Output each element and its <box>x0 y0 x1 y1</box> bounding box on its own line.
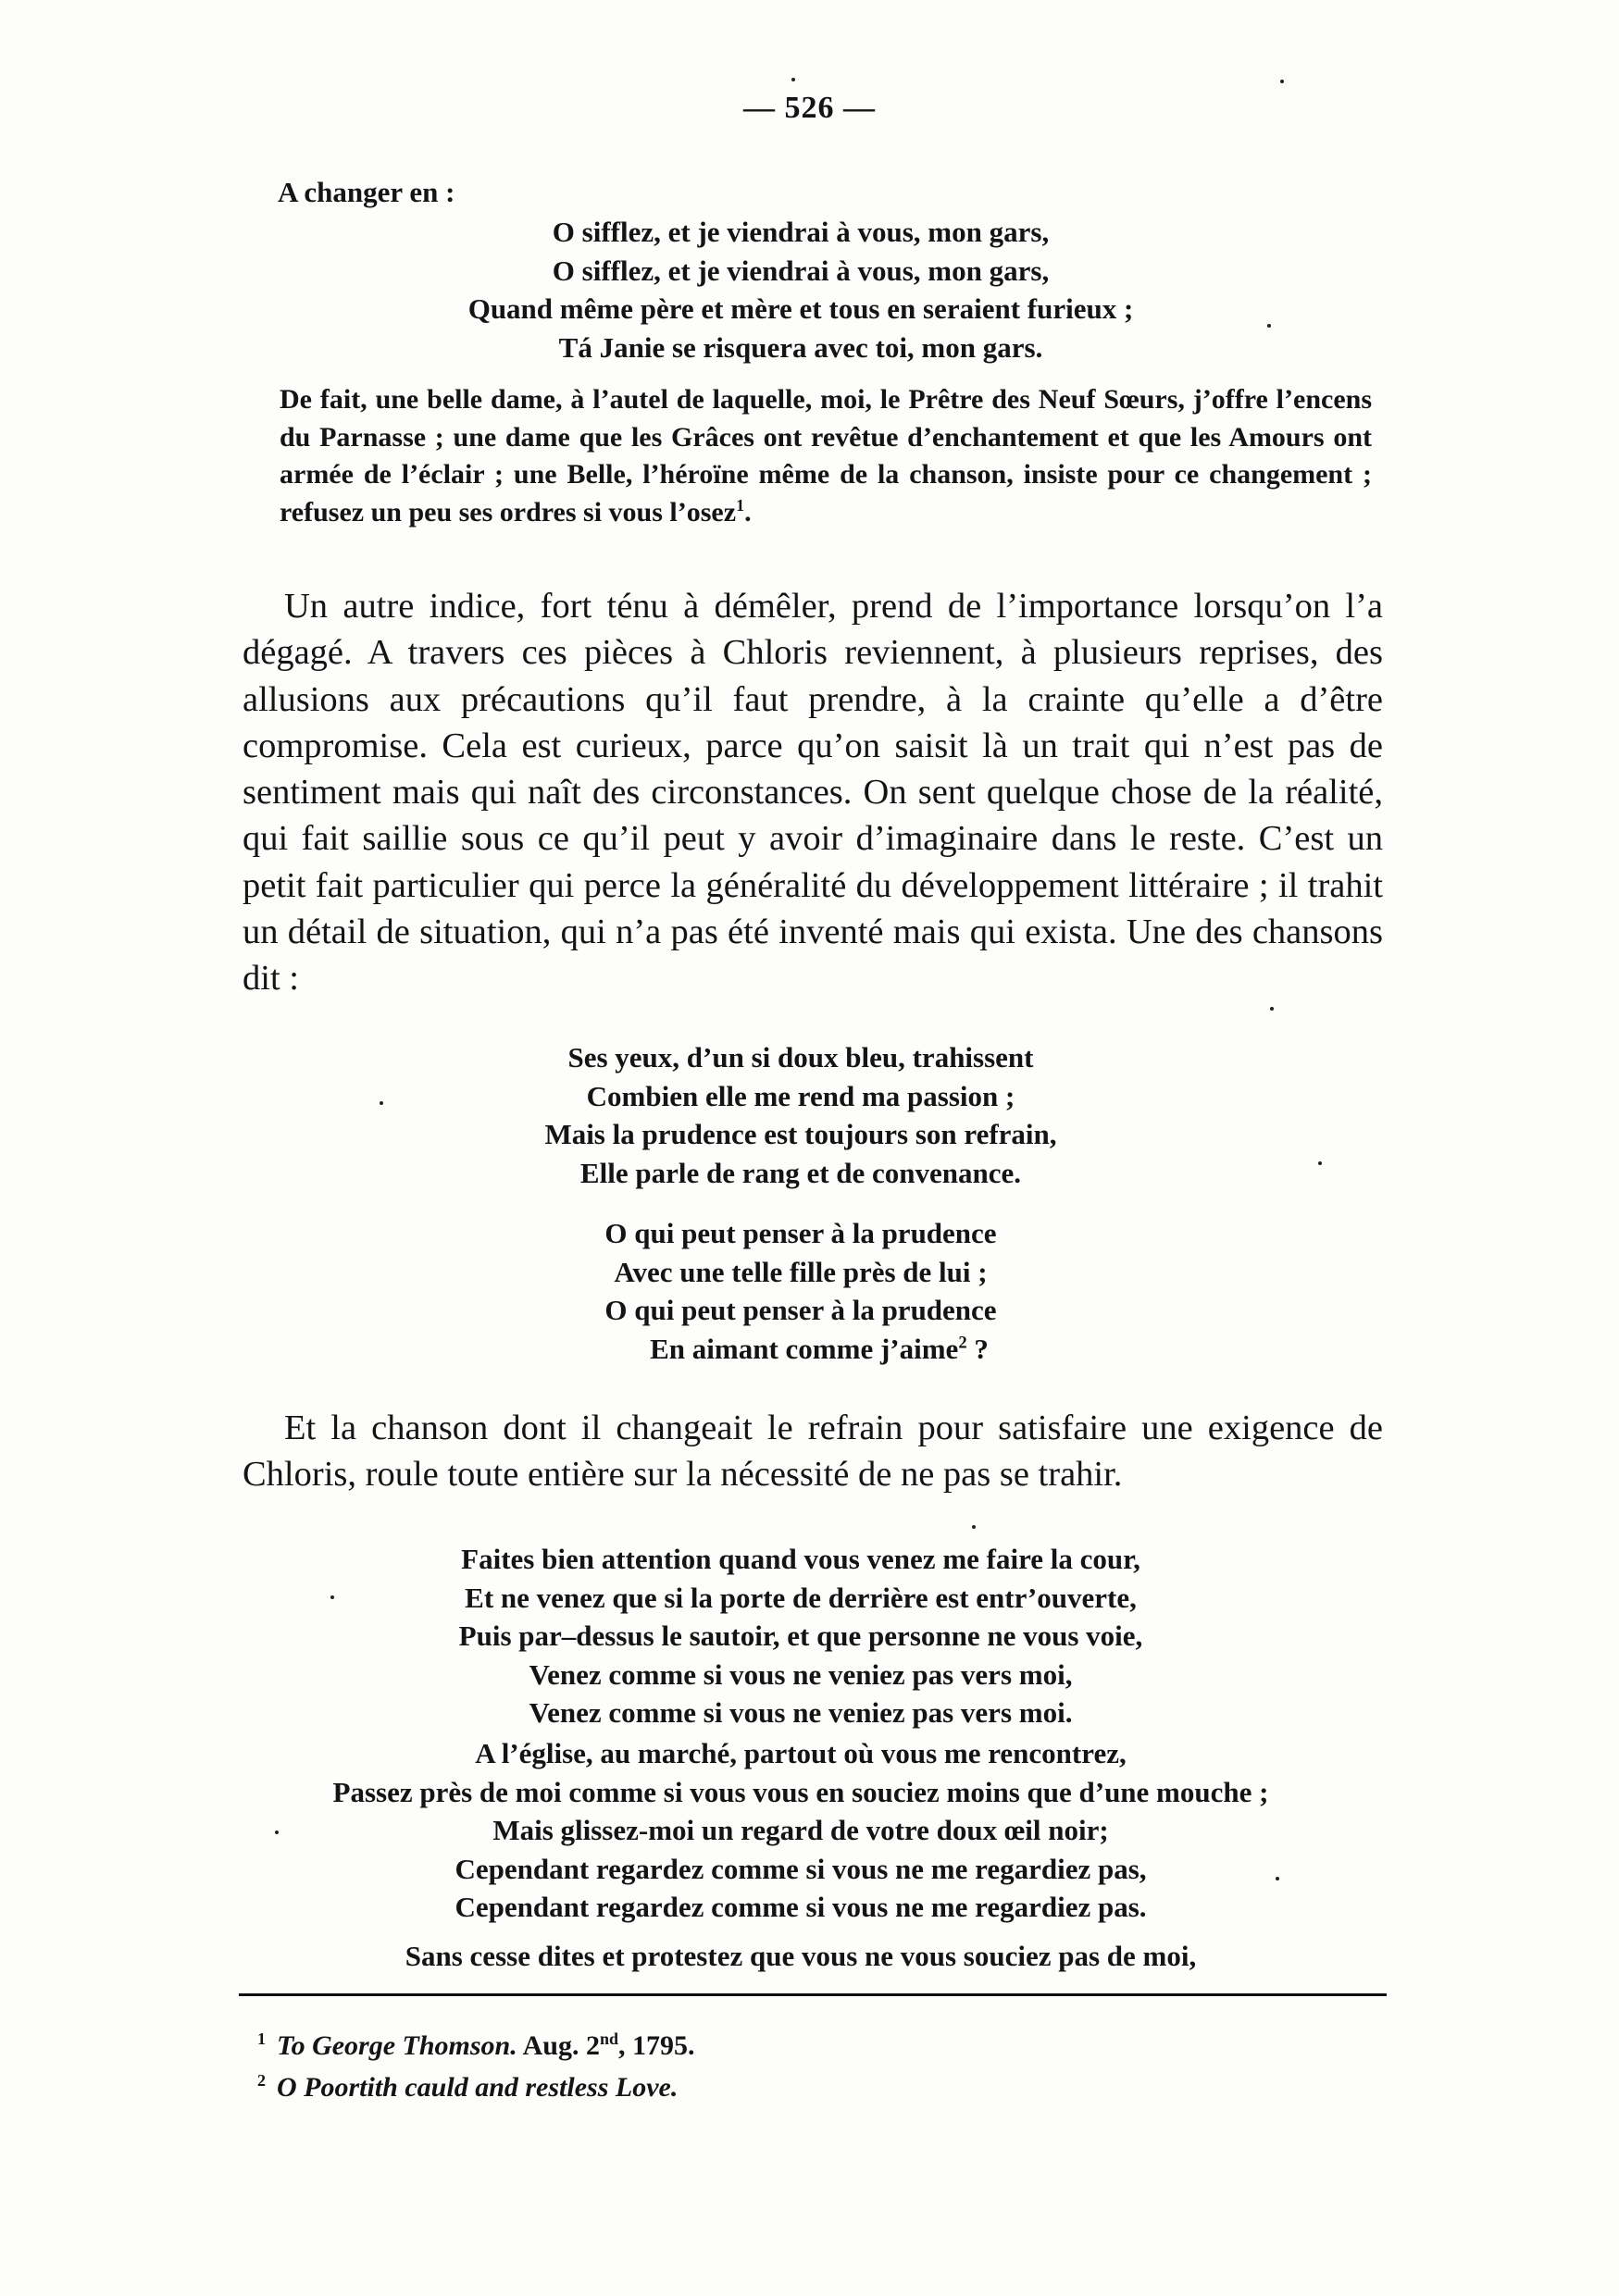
verse-line: Combien elle me rend ma passion ; <box>586 1079 1015 1112</box>
footnote-title: To George Thomson. <box>277 2030 517 2061</box>
page-number: — 526 — <box>743 91 876 125</box>
print-speck <box>1270 1007 1274 1011</box>
print-speck <box>380 1101 383 1105</box>
print-speck <box>972 1525 976 1529</box>
verse-line: Mais glissez-moi un regard de votre doux œil noir; <box>492 1814 1109 1846</box>
verse-line: Venez comme si vous ne veniez pas vers moi, <box>529 1657 1073 1691</box>
verse-line: O sifflez, et je viendrai à vous, mon gars, <box>552 254 1050 287</box>
small-paragraph-text: De fait, une belle dame, à l’autel de laquelle, moi, le Prêtre des Neuf Sœurs, j’offre l’encens du Parnasse ; une dame que les Grâces ont revêtue d’enchantement et que les Amours ont armée de l’éclair ; une Belle, l’héroïne même de la chanson, insiste pour ce changement ; refusez un peu ses ordres si vous l’osez <box>280 384 1372 527</box>
stanza-3 <box>231 1214 1370 1368</box>
footnote-date: Aug. 2 <box>517 2030 600 2061</box>
verse-line-end: ? <box>966 1332 989 1365</box>
small-paragraph-end: . <box>744 496 752 527</box>
verse-line: Passez près de moi comme si vous vous en souciez moins que d’une mouche ; <box>332 1775 1269 1808</box>
verse-line: Venez comme si vous ne veniez pas vers moi. <box>529 1696 1073 1729</box>
verse-line: Et ne venez que si la porte de derrière est entr’ouverte, <box>465 1581 1137 1614</box>
verse-line: Ses yeux, d’un si doux bleu, trahissent <box>567 1041 1034 1074</box>
verse-line: Mais la prudence est toujours son refrain, <box>544 1118 1057 1150</box>
paragraph-1 <box>243 583 1383 1002</box>
verse-line: Cependant regardez comme si vous ne me regardiez pas. <box>455 1891 1147 1923</box>
verse-line-text: En aimant comme j’aime <box>650 1332 959 1365</box>
verse-line: Puis par–dessus le sautoir, et que personne ne vous voie, <box>458 1620 1143 1652</box>
stanza-5 <box>231 1734 1370 1927</box>
print-speck <box>1267 324 1271 328</box>
paragraph-text: Un autre indice, fort ténu à démêler, prend de l’importance lorsqu’on l’a dégagé. A travers ces pièces à Chloris reviennent, à plusieurs reprises, des allusions aux précautions qu’il faut prendre, à la crainte qu’elle a d’être compromise. Cela est curieux, parce qu’on saisit là un trait qui n’est pas de sentiment mais qui naît des circonstances. On sent quelque chose de la réalité, qui fait saillie sous ce qu’il peut y avoir d’imaginaire dans le reste. C’est un petit fait particulier qui perce la généralité du développement littéraire ; il trahit un détail de situation, qui n’a pas été inventé mais qui exista. Une des chansons dit : <box>243 587 1383 999</box>
verse-line: A l’église, au marché, partout où vous me rencontrez, <box>475 1737 1127 1769</box>
verse-line: Quand même père et mère et tous en seraient furieux ; <box>467 292 1134 325</box>
print-speck <box>330 1595 334 1599</box>
verse-line: Faites bien attention quand vous venez me faire la cour, <box>461 1543 1140 1575</box>
verse-line: O sifflez, et je viendrai à vous, mon gars, <box>552 216 1050 248</box>
verse-line: O qui peut penser à la prudence <box>604 1294 997 1326</box>
footnote-ref-2: 2 <box>958 1333 967 1353</box>
small-paragraph <box>280 381 1372 531</box>
paragraph-2 <box>243 1405 1383 1498</box>
verse-line: Sans cesse dites et protestez que vous ne vous souciez pas de moi, <box>405 1940 1197 1972</box>
footnote-rule <box>239 1993 1387 1996</box>
paragraph-text: Et la chanson dont il changeait le refrain pour satisfaire une exigence de Chloris, roule toute entière sur la nécessité de ne pas se trahir. <box>243 1409 1383 1495</box>
stanza-6 <box>231 1937 1370 1976</box>
print-speck <box>1276 1877 1279 1880</box>
verse-line-last <box>231 1330 1370 1369</box>
footnote-1 <box>257 2025 694 2066</box>
footnote-mark: 2 <box>257 2071 266 2090</box>
verse-line: O qui peut penser à la prudence <box>604 1217 997 1249</box>
footnotes <box>257 2025 694 2108</box>
verse-line: Tá Janie se risquera avec toi, mon gars. <box>558 330 1043 364</box>
footnote-date-suffix: nd <box>599 2029 618 2048</box>
footnote-2 <box>257 2066 694 2108</box>
print-speck <box>275 1831 279 1834</box>
footnote-title: O Poortith cauld and restless Love. <box>277 2072 679 2103</box>
verse-line: Elle parle de rang et de convenance. <box>579 1156 1022 1189</box>
intro-label: A changer en : <box>278 176 455 208</box>
print-speck <box>1318 1161 1322 1165</box>
footnote-ref-1: 1 <box>736 495 745 515</box>
verse-line: Avec une telle fille près de lui ; <box>614 1255 988 1288</box>
stanza-2 <box>231 1038 1370 1192</box>
print-speck <box>791 78 795 81</box>
footnote-mark: 1 <box>257 2029 266 2048</box>
stanza-1 <box>231 213 1370 366</box>
footnote-year: , 1795. <box>617 2030 695 2061</box>
verse-line: Cependant regardez comme si vous ne me regardiez pas, <box>455 1852 1147 1885</box>
print-speck <box>1280 80 1284 83</box>
stanza-4 <box>231 1540 1370 1732</box>
